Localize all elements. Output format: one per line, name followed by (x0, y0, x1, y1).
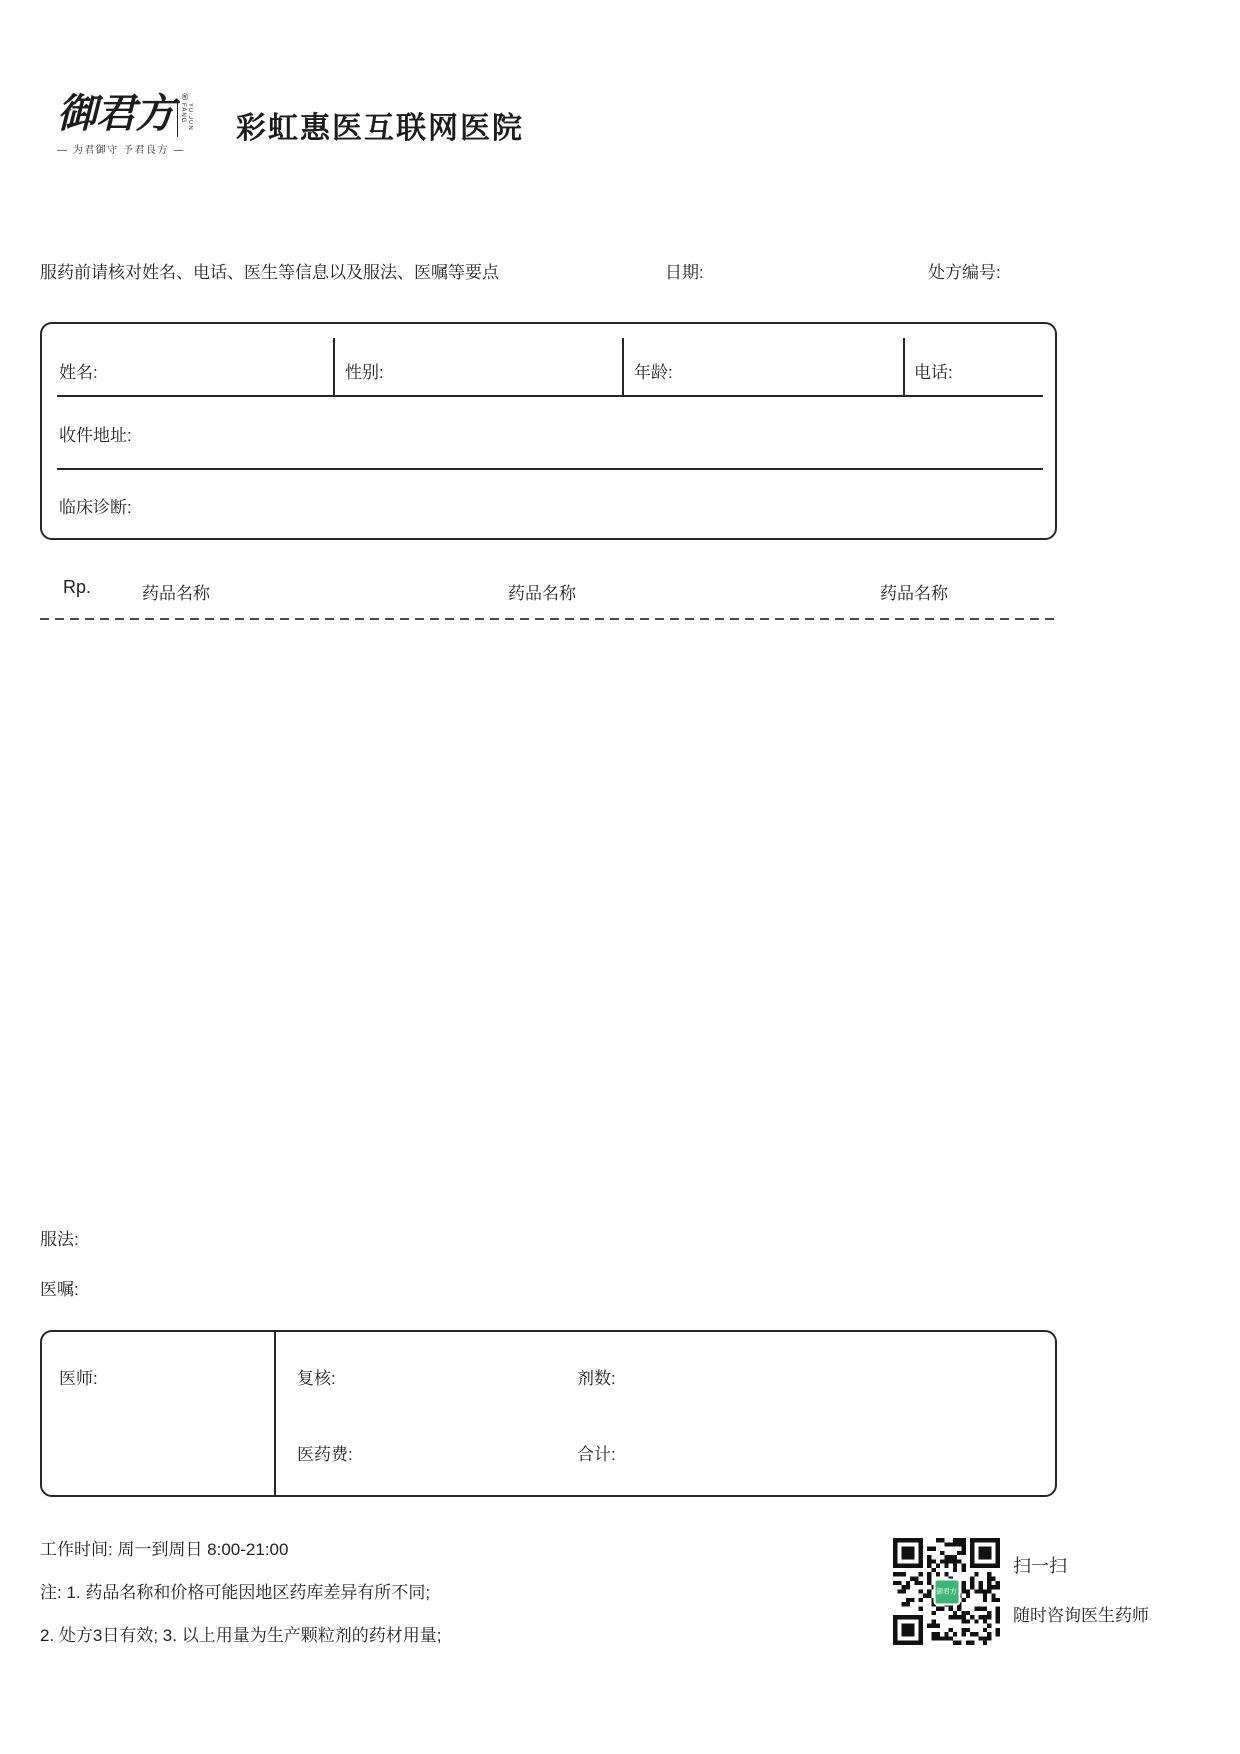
pre-medication-notice: 服药前请核对姓名、电话、医生等信息以及服法、医嘱等要点 (40, 263, 499, 282)
column-divider (333, 338, 335, 395)
row-divider (57, 395, 1043, 397)
note-line-1: 注: 1. 药品名称和价格可能因地区药库差异有所不同; (40, 1583, 431, 1602)
advice-label: 医嘱: (40, 1280, 79, 1299)
rp-label: Rp. (63, 577, 92, 597)
row-divider (57, 468, 1043, 470)
registered-trademark-icon: ® (181, 92, 189, 102)
patient-info-box (40, 322, 1057, 540)
signature-box (40, 1330, 1057, 1497)
dose-count-label: 剂数: (577, 1369, 616, 1388)
total-label: 合计: (577, 1445, 616, 1464)
review-label: 复核: (297, 1369, 336, 1388)
address-label: 收件地址: (59, 426, 132, 445)
scan-description: 随时咨询医生药师 (1013, 1606, 1149, 1625)
diagnosis-label: 临床诊断: (59, 498, 132, 517)
brand-tagline: — 为君御守 予君良方 — (57, 145, 185, 156)
rx-number-label: 处方编号: (928, 263, 1001, 282)
scan-title: 扫一扫 (1013, 1556, 1067, 1576)
name-label: 姓名: (59, 363, 98, 382)
hospital-title: 彩虹惠医互联网医院 (236, 112, 524, 145)
usage-label: 服法: (40, 1230, 79, 1249)
brand-logo-pinyin: YU JUN FANG (177, 103, 193, 137)
age-label: 年龄: (634, 363, 673, 382)
qr-center-logo-text: 御君方 (936, 1588, 957, 1596)
gender-label: 性别: (345, 363, 384, 382)
column-divider (622, 338, 624, 395)
brand-logo (57, 92, 207, 156)
column-divider (274, 1332, 276, 1495)
drug-name-column-header: 药品名称 (508, 584, 576, 603)
dashed-separator (40, 618, 1060, 620)
drug-name-column-header: 药品名称 (142, 584, 210, 603)
brand-logo-text: 御君方 (57, 90, 174, 137)
phone-label: 电话: (914, 363, 953, 382)
doctor-label: 医师: (59, 1369, 98, 1388)
qr-center-logo (933, 1578, 960, 1605)
note-line-2: 2. 处方3日有效; 3. 以上用量为生产颗粒剂的药材用量; (40, 1626, 442, 1645)
date-label: 日期: (665, 263, 704, 282)
column-divider (903, 338, 905, 395)
fee-label: 医药费: (297, 1445, 353, 1464)
drug-name-column-header: 药品名称 (880, 584, 948, 603)
qr-code (893, 1538, 1000, 1645)
work-hours: 工作时间: 周一到周日 8:00-21:00 (40, 1540, 289, 1559)
